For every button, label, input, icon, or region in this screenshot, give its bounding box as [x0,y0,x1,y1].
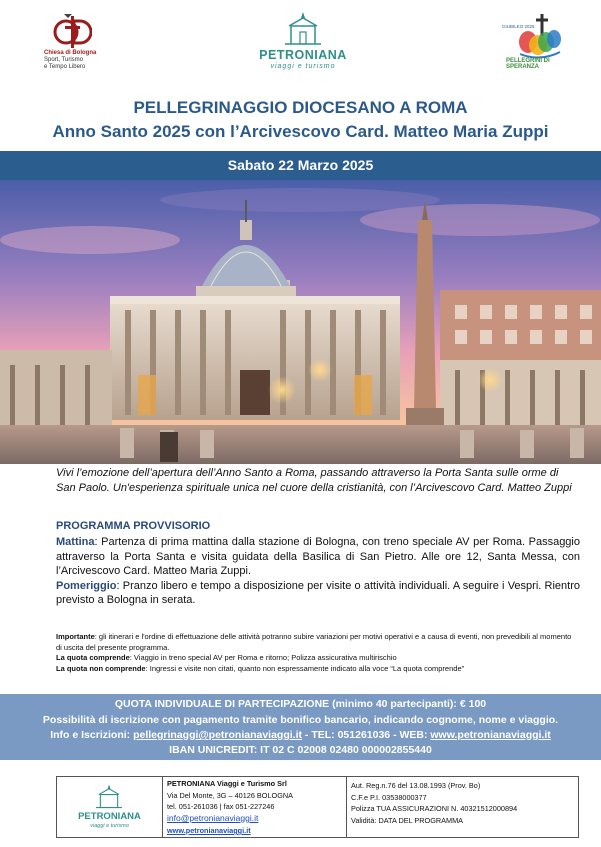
footer-company: PETRONIANA Viaggi e Turismo Srl [167,779,287,788]
info-label: Info e Iscrizioni: [50,729,131,741]
comprende-label: La quota comprende [56,653,130,662]
jubilee-2025-logo [498,12,576,78]
footer-legal-info [347,777,578,837]
chiesa-logo-line2: Sport, Turismo [44,57,84,63]
chiesa-logo-line3: e Tempo Libero [44,64,86,70]
band-web-link[interactable]: www.petronianaviaggi.it [430,729,551,741]
pomeriggio-label: Pomeriggio [56,579,117,592]
chiesa-emblem-icon [52,12,92,52]
pomeriggio-text: : Pranzo libero e tempo a disposizione per visite o attività individuali. A seguire i Vespri. Rientro previsto a Bologna in serata. [56,579,580,606]
notes-block [56,632,576,674]
jubilee-logo-top-text: GIUBILEO 2025 [502,24,535,29]
date-bar: Sabato 22 Marzo 2025 [0,151,601,180]
importante-label: Importante [56,632,95,641]
page-subtitle: Anno Santo 2025 con l’Arcivescovo Card. Matteo Maria Zuppi [52,122,549,141]
footer-validita: Validità: DATA DEL PROGRAMMA [351,816,464,825]
iscrizione-line: Possibilità di iscrizione con pagamento tramite bonifico bancario, indicando cognome, nome e viaggio. [42,714,559,726]
footer-basilica-icon [94,783,124,809]
footer-company-info [163,777,347,837]
footer-logo-tagline: viaggi e turismo [90,823,129,829]
program-mattina [56,535,580,579]
footer-web-link[interactable]: www.petronianaviaggi.it [167,826,251,835]
note-comprende [56,653,576,664]
petroniana-logo [248,10,358,72]
footer-email-link[interactable]: info@petronianaviaggi.it [167,813,259,823]
footer-logo [57,777,163,837]
jubilee-logo-bottom-text: PELLEGRINI DI SPERANZA [506,58,550,70]
note-non-comprende [56,664,576,675]
page-title: PELLEGRINAGGIO DIOCESANO A ROMA [133,98,468,117]
band-email-link[interactable]: pellegrinaggi@petronianaviaggi.it [133,729,303,741]
footer-box [56,776,579,838]
quota-line: QUOTA INDIVIDUALE DI PARTECIPAZIONE (minimo 40 partecipanti): € 100 [114,698,487,710]
basilica-icon [283,10,323,46]
footer-address: Via Del Monte, 3G – 40126 BOLOGNA [167,791,294,800]
footer-aut: Aut. Reg.n.76 del 13.08.1993 (Prov. Bo) [351,781,481,790]
footer-polizza: Polizza TUA ASSICURAZIONI N. 40321512000894 [351,804,518,813]
mattina-text: : Partenza di prima mattina dalla stazione di Bologna, con treno speciale AV per Roma. Passaggio attraverso la Porta Santa e visita guidata della Basilica di San Pietro. Alle ore 12, Santa Messa, con l’Arcivescovo Card. Matteo Maria Zuppi. [56,536,580,577]
jubilee-emblem-icon [508,12,568,60]
band-tel: - TEL: 051261036 - WEB: [302,729,431,741]
footer-phone: tel. 051-261036 | fax 051-227246 [167,802,275,811]
comprende-text: : Viaggio in treno special AV per Roma e ritorno; Polizza assicurativa multirischio [129,653,397,662]
st-peters-basilica-photo [0,180,601,464]
iban-line: IBAN UNICREDIT: IT 02 C 02008 02480 000002855440 [169,744,432,756]
mattina-label: Mattina [56,536,95,548]
info-line [0,729,601,741]
program-pomeriggio [56,579,580,608]
footer-cf: C.F.e P.I. 03538000377 [351,793,427,802]
chiesa-bologna-logo [38,10,108,78]
petroniana-logo-name: PETRONIANA [259,48,347,62]
importante-text: : gli itinerari e l'ordine di effettuazione delle attività potranno subire variazioni per motivi operativi e a causa di eventi, non prevedibili al momento di uscita del presente programma. [56,632,572,652]
footer-logo-name: PETRONIANA [78,811,141,822]
program-text [56,535,580,608]
non-comprende-label: La quota non comprende [56,663,146,673]
intro-paragraph: Vivi l’emozione dell’apertura dell’Anno Santo a Roma, passando attraverso la Porta Santa sulle orme di San Paolo. Un'esperienza spirituale unica nel cuore della cristianità, con l’Arcivescovo Card. Matteo Zuppi [56,467,572,494]
program-title: PROGRAMMA PROVVISORIO [56,520,211,532]
quota-band [0,694,601,760]
non-comprende-text: : Ingressi e visite non citati, quanto non espressamente indicato alla voce “La quota comprende” [145,663,465,673]
chiesa-logo-line1: Chiesa di Bologna [44,50,97,56]
note-importante [56,632,576,653]
petroniana-logo-tagline: viaggi e turismo [270,63,336,70]
